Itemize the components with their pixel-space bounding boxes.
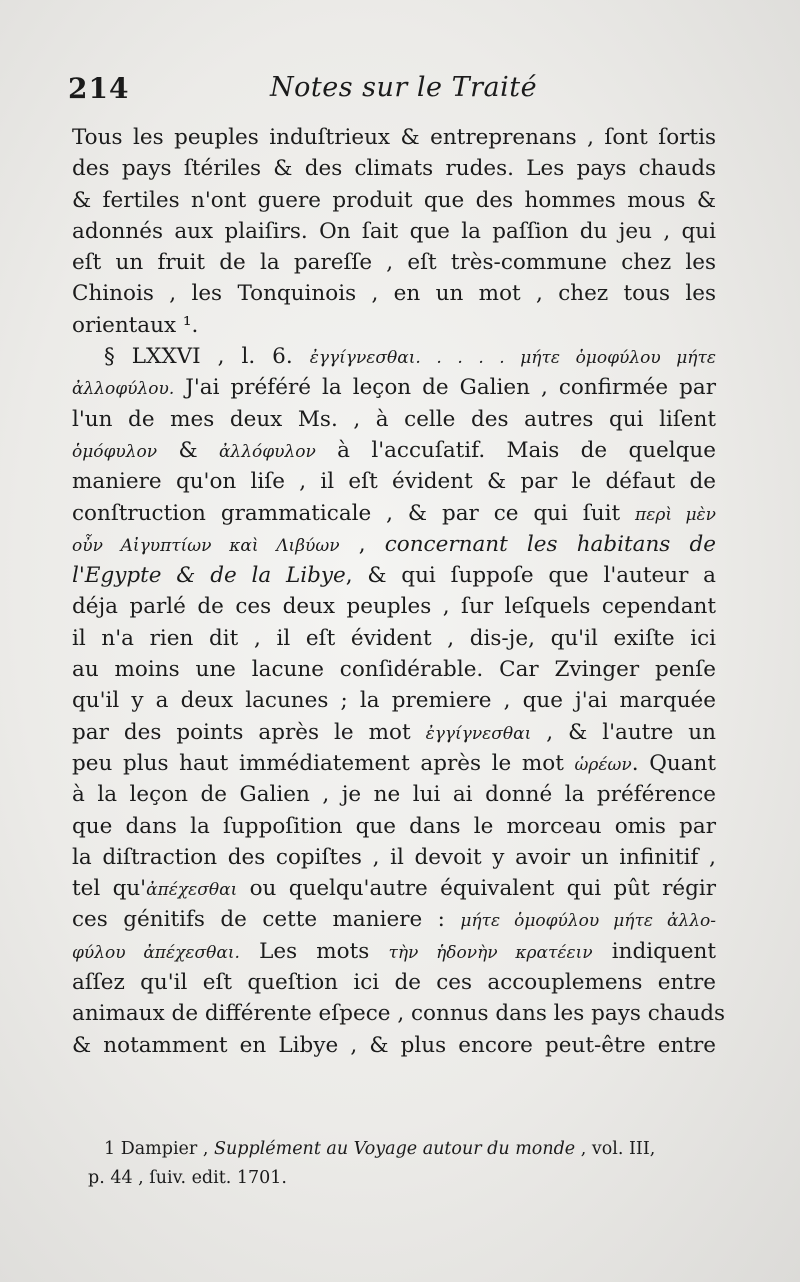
text-line: que dans la ſuppoſition que dans le morceau omis par [72,813,716,839]
running-title: Notes sur le Traité [270,72,538,103]
footnote [88,1135,724,1193]
text-line: maniere qu'on liſe , il eſt évident & par le défaut de [72,469,716,495]
footnote-title: Supplément au Voyage autour du monde [213,1139,576,1159]
page-number: 214 [68,72,130,105]
text-line: par des points après le mot ἐγγίγνεσθαι , & l'autre un [72,719,716,745]
text-line: φύλου ἀπέχεσθαι. Les mots τὴν ἡδονὴν κρατέειν indiquent [72,938,716,964]
text-line: Tous les peuples induſtrieux & entreprenans , ſont ſortis [72,125,716,150]
text-line: il n'a rien dit , il eſt évident , dis-je, qu'il exiſte ici [72,625,716,651]
text-line: ces génitifs de cette maniere : μήτε ὁμοφύλου μήτε ἀλλο- [72,907,716,933]
text-line: tel qu'ἀπέχεσθαι ou quelqu'autre équivalent qui pût régir [72,876,716,902]
text-line: au moins une lacune conſidérable. Car Zvinger penſe [72,657,716,683]
text-line: § LXXVI , l. 6. ἐγγίγνεσθαι. . . . . μήτε ὁμοφύλου μήτε [104,344,717,370]
text-line: ὁμόφυλον & ἀλλόφυλον à l'accuſatif. Mais de quelque [72,437,716,463]
text-line: l'Egypte & de la Libye, & qui ſuppoſe que l'auteur a [72,563,716,589]
text-line: conſtruction grammaticale , & par ce qui ſuit περὶ μὲν [72,500,716,526]
text-line: adonnés aux plaiſirs. On ſait que la paſſion du jeu , qui [72,218,716,244]
text-line: la diſtraction des copiſtes , il devoit y avoir un infinitif , [72,844,716,870]
footnote-line: 1 Dampier , Supplément au Voyage autour du monde , vol. III, [104,1139,656,1159]
text-line: aſſez qu'il eſt queſtion ici de ces accouplemens entre [72,970,716,996]
text-line: des pays ſtériles & des climats rudes. Les pays chauds [72,156,716,182]
text-line: qu'il y a deux lacunes ; la premiere , que j'ai marquée [72,688,716,714]
footnote-line: p. 44 , ſuiv. edit. 1701. [88,1168,287,1188]
text-line: οὖν Αἰγυπτίων καὶ Λιβύων , concernant les habitans de [72,531,716,557]
text-line: animaux de différente eſpece , connus dans les pays chauds [72,1001,726,1027]
text-line: & fertiles n'ont guere produit que des hommes mous & [72,187,716,213]
text-line: & notamment en Libye , & plus encore peut-être entre [72,1032,716,1058]
text-line: l'un de mes deux Ms. , à celle des autres qui liſent [72,406,716,432]
text-line: déja parlé de ces deux peuples , ſur leſquels cependant [72,594,716,620]
main-text [72,122,726,1061]
page-header [62,72,752,112]
text-line: à la leçon de Galien , je ne lui ai donné la préférence [72,782,716,808]
text-line: orientaux ¹. [72,312,199,338]
text-line: peu plus haut immédiatement après le mot ὡρέων. Quant [72,750,716,776]
footnote-marker: 1 [104,1139,116,1159]
text-line: eſt un fruit de la pareſſe , eſt très-commune chez les [72,250,716,276]
text-line: ἀλλοφύλου. J'ai préféré la leçon de Galien , confirmée par [72,375,716,401]
text-line: Chinois , les Tonquinois , en un mot , chez tous les [72,281,716,307]
